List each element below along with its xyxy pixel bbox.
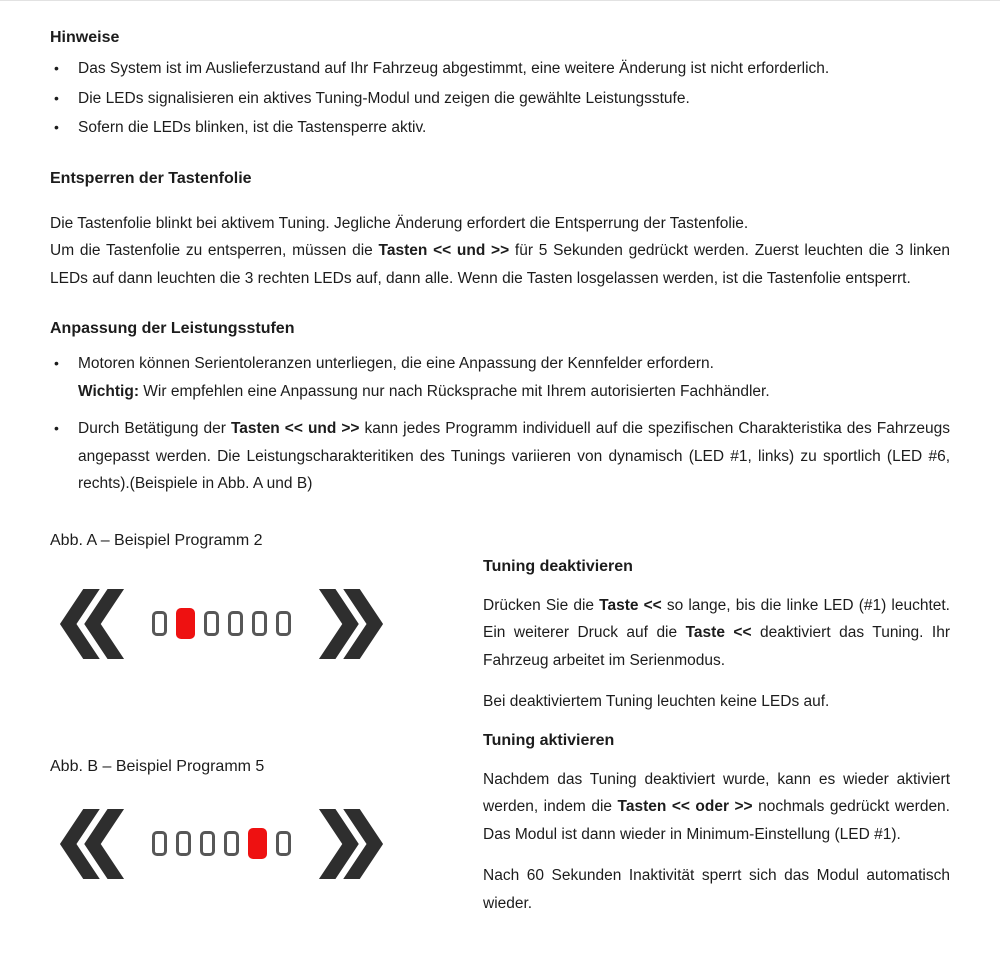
bold-keys-text: Taste << [599,596,662,614]
figure-a-diagram [58,588,483,660]
led-3-off [200,831,215,856]
text-segment: Wir empfehlen eine Anpassung nur nach Rücksprache mit Ihrem autorisierten Fachhändler. [139,382,770,400]
led-2-active [176,608,195,639]
text-segment: für 5 Sekunden gedrückt werden. Zuerst leuchten die 3 linken LEDs auf dann leuchten die 3 rechten LEDs auf, dann alle. Wenn die Tasten losgelassen werden, ist die Tastenfolie entsperrt. [50,242,950,287]
entsperren-line-1: Die Tastenfolie blinkt bei aktivem Tuning. Jegliche Änderung erfordert die Entsperrung der Tastenfolie. [50,214,749,232]
hinweise-title: Hinweise [50,29,120,46]
figure-b-label: Abb. B – Beispiel Programm 5 [50,757,265,775]
list-item [50,350,950,405]
hinweise-bullet-3: Sofern die LEDs blinken, ist die Tastensperre aktiv. [78,119,427,136]
anpassung-bullet-2 [78,415,950,498]
tuning-aktivieren-paragraph-1 [483,766,950,849]
text-segment: deaktiviert das Tuning. Ihr Fahrzeug arbeitet im Serienmodus. [483,624,950,669]
bullet-icon: • [54,60,59,76]
entsperren-title: Entsperren der Tastenfolie [50,169,252,187]
led-4-off [224,831,239,856]
anpassung-bullet-1 [78,350,950,405]
figure-b-diagram [58,808,483,880]
double-chevron-right-icon [317,808,385,880]
bold-keys-text: Taste << [685,624,752,641]
led-1-off [152,611,167,636]
text-segment: Drücken Sie die [483,596,600,614]
text-segment: Um die Tastenfolie zu entsperren, müssen die [50,242,379,259]
anpassung-title: Anpassung der Leistungsstufen [50,320,295,337]
bullet-icon: • [54,355,59,371]
instructions-column [483,520,950,918]
led-2-off [176,831,191,856]
led-6-off [276,831,291,856]
hinweise-bullet-list [50,55,950,142]
tuning-deaktivieren-title: Tuning deaktivieren [483,557,633,575]
text-segment: so lange, bis die linke LED (#1) leuchtet. Ein weiterer Druck auf die [483,596,950,641]
figure-b-led-row [152,828,291,859]
tuning-aktivieren-title: Tuning aktivieren [483,731,615,749]
list-item [50,114,950,142]
tuning-deaktivieren-paragraph-1 [483,592,950,675]
figures-column [50,520,483,918]
hinweise-bullet-1: Das System ist im Auslieferzustand auf Ihr Fahrzeug abgestimmt, eine weitere Änderung ist nicht erforderlich. [78,60,830,77]
section-anpassung [50,318,950,498]
list-item [50,85,950,113]
list-item [50,415,950,498]
section-tuning-deaktivieren [483,556,950,716]
figure-a-led-row [152,608,291,639]
text-segment: Durch Betätigung der [78,420,231,437]
bold-keys-text: Tasten << und >> [230,420,360,437]
hinweise-bullet-2: Die LEDs signalisieren ein aktives Tuning-Modul und zeigen die gewählte Leistungsstufe. [78,89,690,107]
tuning-aktivieren-paragraph-2: Nach 60 Sekunden Inaktivität sperrt sich das Modul automatisch wieder. [483,867,950,912]
text-segment: kann jedes Programm individuell auf die spezifischen Charakteristika des Fahrzeugs angepasst werden. Die Leistungscharakteritiken des Tunings variieren von dynamisch (LED #1, links) zu sportlich (LED #6, rechts).(Beispiele in Abb. A und B) [78,420,950,492]
bullet-icon: • [54,89,59,106]
bullet-icon: • [54,119,59,135]
led-3-off [204,611,219,636]
list-item [50,55,950,83]
double-chevron-left-icon [58,808,126,880]
bold-keys-text: Tasten << und >> [378,242,510,259]
led-4-off [228,611,243,636]
section-tuning-aktivieren [483,730,950,918]
text-segment: Nachdem das Tuning deaktiviert wurde, kann es wieder aktiviert werden, indem die [483,770,950,815]
led-5-off [252,611,267,636]
led-5-active [248,828,267,859]
bold-keys-text: Tasten << oder >> [617,798,753,815]
led-1-off [152,831,167,856]
figure-a-label: Abb. A – Beispiel Programm 2 [50,531,263,549]
tuning-deaktivieren-paragraph-2: Bei deaktiviertem Tuning leuchten keine LEDs auf. [483,693,830,710]
wichtig-bold-text: Wichtig: [78,382,139,400]
section-hinweise [50,27,950,142]
figures-and-instructions [50,520,950,918]
text-segment: Motoren können Serientoleranzen unterliegen, die eine Anpassung der Kennfelder erfordern. [78,355,714,372]
text-segment: nochmals gedrückt werden. Das Modul ist dann wieder in Minimum-Einstellung (LED #1). [483,798,950,843]
led-6-off [276,611,291,636]
entsperren-paragraph [50,237,950,292]
section-entsperren [50,168,950,293]
double-chevron-right-icon [317,588,385,660]
anpassung-bullet-list [50,350,950,498]
bullet-icon: • [54,420,59,436]
double-chevron-left-icon [58,588,126,660]
